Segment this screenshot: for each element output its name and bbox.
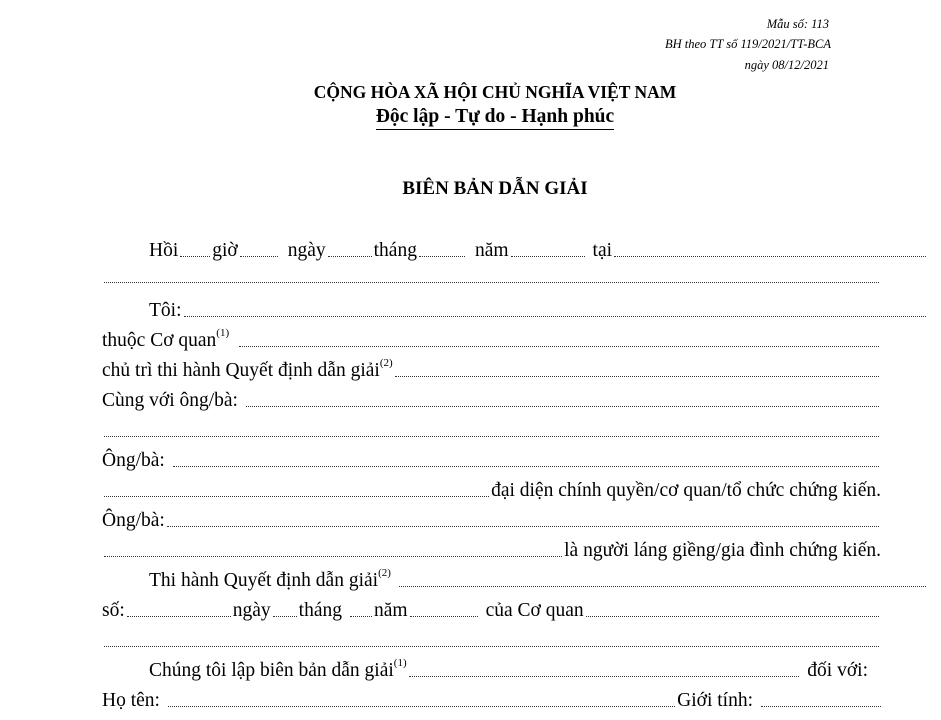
label-gio: giờ	[212, 240, 238, 261]
label-tai: tại	[592, 240, 613, 261]
field-together-cont[interactable]	[104, 436, 879, 437]
label-thang-2: tháng	[298, 600, 342, 621]
field-preside[interactable]	[395, 376, 879, 377]
label-agency: thuộc Cơ quan	[102, 330, 217, 351]
field-witness-2-cont[interactable]	[104, 556, 562, 557]
motto: Độc lập - Tự do - Hạnh phúc	[376, 106, 614, 130]
label-authority-witness: đại diện chính quyền/cơ quan/tổ chức chứng kiến.	[491, 480, 881, 501]
field-place[interactable]	[614, 256, 926, 257]
label-together: Cùng với ông/bà:	[102, 390, 238, 411]
label-hoi: Hồi	[149, 240, 179, 261]
field-decision-agency[interactable]	[586, 616, 879, 617]
field-agency[interactable]	[239, 346, 879, 347]
field-gender[interactable]	[761, 706, 881, 707]
time-place-line	[102, 236, 928, 262]
footnote-1: (1)	[216, 327, 230, 339]
field-place-cont[interactable]	[104, 282, 879, 283]
field-year[interactable]	[511, 256, 585, 257]
field-fullname[interactable]	[168, 706, 675, 707]
regulation-ref: BH theo TT số 119/2021/TT-BCA	[665, 37, 831, 51]
label-toward: đối với:	[807, 660, 868, 681]
field-record[interactable]	[409, 676, 800, 677]
field-officer[interactable]	[184, 316, 927, 317]
field-witness-2[interactable]	[167, 526, 879, 527]
field-witness-1[interactable]	[173, 466, 879, 467]
label-of-agency: của Cơ quan	[485, 600, 584, 621]
field-minute[interactable]	[240, 256, 278, 257]
label-nam-2: năm	[374, 600, 408, 621]
field-decision-year[interactable]	[410, 616, 478, 617]
field-month[interactable]	[419, 256, 465, 257]
footnote-2b: (2)	[378, 567, 391, 579]
document-title: BIÊN BẢN DẪN GIẢI	[402, 178, 588, 199]
label-we-record: Chúng tôi lập biên bản dẫn giải	[149, 660, 394, 681]
footnote-2: (2)	[379, 357, 393, 369]
field-decision-agency-cont[interactable]	[104, 646, 879, 647]
label-execute: Thi hành Quyết định dẫn giải	[149, 570, 379, 591]
label-gender: Giới tính:	[677, 690, 753, 711]
field-hour[interactable]	[180, 256, 210, 257]
field-witness-1-cont[interactable]	[104, 496, 489, 497]
field-decision-no[interactable]	[127, 616, 231, 617]
field-decision[interactable]	[399, 586, 926, 587]
field-together[interactable]	[246, 406, 879, 407]
form-number: Mẫu số: 113	[766, 17, 829, 31]
label-thang: tháng	[373, 240, 417, 261]
label-so: số:	[102, 600, 125, 621]
label-neighbor-witness: là người láng giềng/gia đình chứng kiến.	[564, 540, 881, 561]
form-date: ngày 08/12/2021	[744, 58, 829, 72]
field-day[interactable]	[328, 256, 372, 257]
field-decision-month[interactable]	[350, 616, 372, 617]
label-toi: Tôi:	[149, 300, 182, 321]
national-title: CỘNG HÒA XÃ HỘI CHỦ NGHĨA VIỆT NAM	[313, 82, 677, 102]
footnote-1b: (1)	[393, 657, 407, 669]
label-nam: năm	[474, 240, 509, 261]
label-witness-1: Ông/bà:	[102, 450, 165, 471]
label-preside: chủ trì thi hành Quyết định dẫn giải	[102, 360, 380, 381]
label-fullname: Họ tên:	[102, 690, 160, 711]
label-ngay: ngày	[287, 240, 326, 261]
field-decision-day[interactable]	[273, 616, 297, 617]
label-witness-2: Ông/bà:	[102, 510, 165, 531]
label-ngay-2: ngày	[232, 600, 271, 621]
